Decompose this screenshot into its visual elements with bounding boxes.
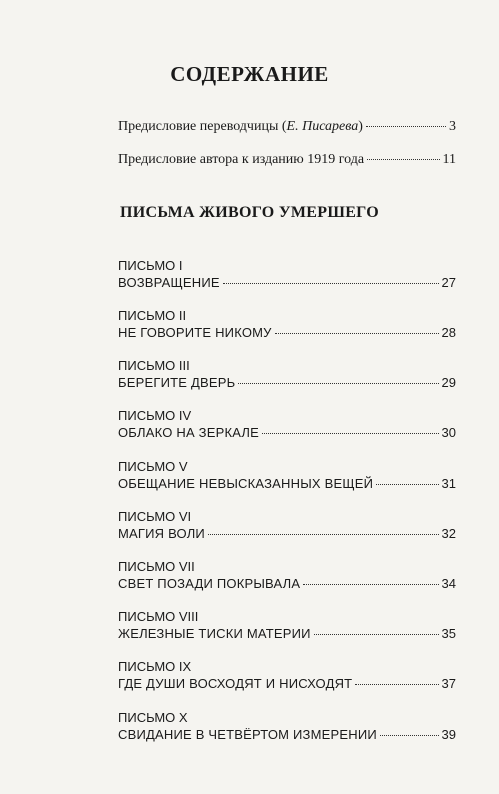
entry-title: СВЕТ ПОЗАДИ ПОКРЫВАЛА xyxy=(118,576,301,591)
dot-leader xyxy=(314,634,439,635)
entry-page-number: 35 xyxy=(441,626,456,641)
letter-number: ПИСЬМО VIII xyxy=(118,609,199,624)
entry-page-number: 3 xyxy=(449,119,456,134)
toc-entry-translator-preface[interactable] xyxy=(118,118,456,136)
entry-page-number: 27 xyxy=(441,275,456,290)
dot-leader xyxy=(366,126,446,127)
toc-entry-letter-9[interactable] xyxy=(118,675,456,693)
entry-title: Предисловие автора к изданию 1919 года xyxy=(118,152,365,167)
entry-title: БЕРЕГИТЕ ДВЕРЬ xyxy=(118,375,236,390)
toc-entry-letter-2[interactable] xyxy=(118,324,456,342)
entry-page-number: 31 xyxy=(441,476,456,491)
entry-page-number: 39 xyxy=(441,727,456,742)
entry-page-number: 11 xyxy=(442,152,456,167)
dot-leader xyxy=(376,484,438,485)
toc-entry-letter-8[interactable] xyxy=(118,625,456,643)
toc-entry-letter-1[interactable] xyxy=(118,274,456,292)
entry-page-number: 30 xyxy=(441,425,456,440)
entry-title: СВИДАНИЕ В ЧЕТВЁРТОМ ИЗМЕРЕНИИ xyxy=(118,727,377,742)
entry-title: НЕ ГОВОРИТЕ НИКОМУ xyxy=(118,325,272,340)
letter-number: ПИСЬМО IV xyxy=(118,408,192,423)
letter-number: ПИСЬМО III xyxy=(118,358,190,373)
entry-title: Предисловие переводчицы (Е. Писарева) xyxy=(118,119,363,134)
dot-leader xyxy=(262,433,439,434)
entry-title: ВОЗВРАЩЕНИЕ xyxy=(118,275,220,290)
dot-leader xyxy=(380,735,439,736)
toc-entry-letter-3[interactable] xyxy=(118,374,456,392)
section-title: ПИСЬМА ЖИВОГО УМЕРШЕГО xyxy=(119,204,379,221)
dot-leader xyxy=(303,584,438,585)
dot-leader xyxy=(355,684,438,685)
entry-title: МАГИЯ ВОЛИ xyxy=(118,526,205,541)
toc-entry-letter-10[interactable] xyxy=(118,726,456,744)
toc-entry-author-preface[interactable] xyxy=(118,151,456,169)
dot-leader xyxy=(208,534,439,535)
entry-title: ОБЛАКО НА ЗЕРКАЛЕ xyxy=(118,425,259,440)
toc-title: СОДЕРЖАНИЕ xyxy=(170,62,329,86)
entry-page-number: 37 xyxy=(441,676,456,691)
toc-entry-letter-4[interactable] xyxy=(118,424,456,442)
letter-number: ПИСЬМО VI xyxy=(118,509,192,524)
dot-leader xyxy=(223,283,439,284)
letter-number: ПИСЬМО I xyxy=(118,258,183,273)
toc-entry-letter-6[interactable] xyxy=(118,525,456,543)
entry-title: ГДЕ ДУШИ ВОСХОДЯТ И НИСХОДЯТ xyxy=(118,676,353,691)
entry-author: Е. Писарева xyxy=(286,119,359,134)
entry-page-number: 28 xyxy=(441,325,456,340)
toc-entry-letter-5[interactable] xyxy=(118,475,456,493)
toc-entry-letter-7[interactable] xyxy=(118,575,456,593)
dot-leader xyxy=(367,159,439,160)
letter-number: ПИСЬМО VII xyxy=(118,559,195,574)
letter-number: ПИСЬМО X xyxy=(118,710,188,725)
letter-number: ПИСЬМО V xyxy=(118,459,188,474)
entry-title: ЖЕЛЕЗНЫЕ ТИСКИ МАТЕРИИ xyxy=(118,626,311,641)
entry-title: ОБЕЩАНИЕ НЕВЫСКАЗАННЫХ ВЕЩЕЙ xyxy=(118,476,374,491)
entry-page-number: 34 xyxy=(441,576,456,591)
entry-page-number: 32 xyxy=(441,526,456,541)
letter-number: ПИСЬМО II xyxy=(118,308,187,323)
dot-leader xyxy=(275,333,439,334)
letter-number: ПИСЬМО IX xyxy=(118,659,192,674)
dot-leader xyxy=(238,383,438,384)
entry-page-number: 29 xyxy=(441,375,456,390)
